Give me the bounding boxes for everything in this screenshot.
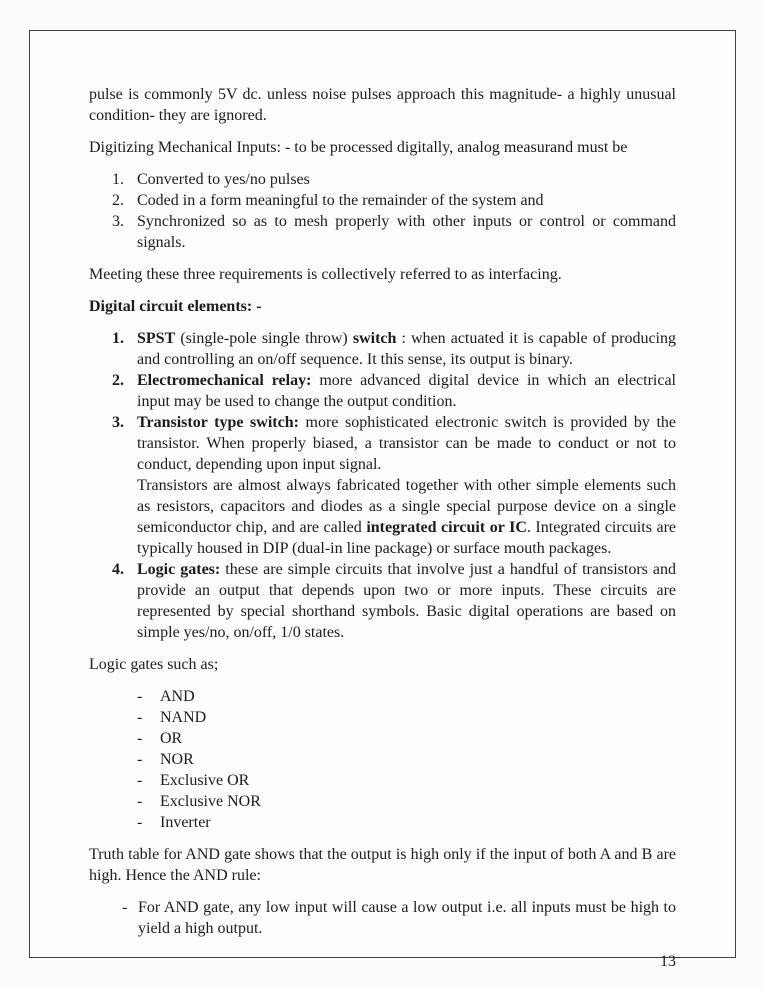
list-item-text-part: more advanced digital device in which an electrical input may be used to change the output condition. <box>137 372 677 410</box>
list-item-and-rule <box>89 897 676 939</box>
list-item-text-part: . Integrated circuits are typically housed in DIP (dual-in line package) or surface mouth packages. <box>137 519 677 557</box>
section-heading: Digital circuit elements: - <box>89 298 262 315</box>
list-item-spst <box>89 328 676 370</box>
list-item-gate <box>89 770 676 791</box>
paragraph-interfacing: Meeting these three requirements is collectively referred to as interfacing. <box>89 266 562 283</box>
transistor-continuation-para <box>137 475 676 559</box>
list-item-gate <box>89 749 676 770</box>
list-item-text-part: Transistors are almost always fabricated together with other simple elements such as resistors, capacitors and diodes as a single special purpose device on a single semiconductor chip, and are called <box>137 477 676 536</box>
list-number: 3. <box>112 213 124 230</box>
list-item-text <box>137 370 676 412</box>
list-item-gate <box>89 812 676 833</box>
list-number: 1. <box>112 171 124 188</box>
dash-bullet: - <box>122 899 128 916</box>
list-item-gate <box>89 791 676 812</box>
paragraph-digitizing-inputs: Digitizing Mechanical Inputs: - to be processed digitally, analog measurand must be <box>89 139 628 156</box>
term-transistor-type-switch: Transistor type switch: <box>137 414 299 431</box>
list-number: 3. <box>112 414 124 431</box>
page-content <box>89 84 676 972</box>
list-item-text: Coded in a form meaningful to the remainder of the system and <box>137 192 544 209</box>
list-number: 1. <box>112 330 124 347</box>
list-item-logic-gates <box>89 559 676 643</box>
dash-bullet: - <box>137 730 143 747</box>
paragraph-gates-intro: Logic gates such as; <box>89 656 219 673</box>
term-spst: SPST <box>137 330 176 347</box>
requirements-list <box>89 169 676 253</box>
list-item-gate <box>89 686 676 707</box>
list-item-relay <box>89 370 676 412</box>
list-item-text: Converted to yes/no pulses <box>137 171 310 188</box>
term-logic-gates: Logic gates: <box>137 561 221 578</box>
list-item-text <box>137 412 676 559</box>
dash-bullet: - <box>137 751 143 768</box>
list-number: 2. <box>112 192 124 209</box>
list-item <box>89 190 676 211</box>
list-item <box>89 211 676 253</box>
paragraph-truth-table: Truth table for AND gate shows that the output is high only if the input of both A and B are high. Hence the AND rule: <box>89 846 676 884</box>
page-number: 13 <box>660 953 676 970</box>
dash-bullet: - <box>137 793 143 810</box>
list-item-transistor-switch <box>89 412 676 559</box>
gates-list <box>89 686 676 833</box>
list-item-text <box>137 328 676 370</box>
list-item-text-part: more sophisticated electronic switch is provided by the transistor. When properly biased, a transistor can be made to conduct or not to conduct, depending upon input signal. <box>137 414 676 473</box>
dash-bullet: - <box>137 688 143 705</box>
list-item-text: Synchronized so as to mesh properly with other inputs or control or command signals. <box>137 213 676 251</box>
dash-bullet: - <box>137 814 143 831</box>
term-switch: switch <box>352 330 397 347</box>
list-number: 4. <box>112 561 124 578</box>
dash-bullet: - <box>137 772 143 789</box>
gate-name: Exclusive NOR <box>160 793 261 810</box>
list-item-text-part: (single-pole single throw) <box>175 330 353 347</box>
list-item-gate <box>89 707 676 728</box>
digital-elements-list <box>89 328 676 643</box>
list-item-gate <box>89 728 676 749</box>
term-integrated-circuit: integrated circuit or IC <box>366 519 527 536</box>
gate-name: OR <box>160 730 183 747</box>
gate-name: Inverter <box>160 814 211 831</box>
term-electromechanical-relay: Electromechanical relay: <box>137 372 312 389</box>
dash-bullet: - <box>137 709 143 726</box>
transistor-switch-para <box>137 414 676 473</box>
list-number: 2. <box>112 372 124 389</box>
and-rule-text: For AND gate, any low input will cause a low output i.e. all inputs must be high to yield a high output. <box>138 899 676 937</box>
gate-name: AND <box>160 688 195 705</box>
list-item-text-part: : when actuated it is capable of producing and controlling an on/off sequence. It this sense, its output is binary. <box>137 330 677 368</box>
list-item-text <box>137 559 676 643</box>
list-item-text-part: these are simple circuits that involve just a handful of transistors and provide an output that depends upon two or more inputs. These circuits are represented by special shorthand symbols. Basic digital operations are based on simple yes/no, on/off, 1/0 states. <box>137 561 676 641</box>
gate-name: Exclusive OR <box>160 772 250 789</box>
list-item <box>89 169 676 190</box>
paragraph-pulse: pulse is commonly 5V dc. unless noise pulses approach this magnitude- a highly unusual condition- they are ignored. <box>89 86 676 124</box>
gate-name: NOR <box>160 751 194 768</box>
gate-name: NAND <box>160 709 207 726</box>
